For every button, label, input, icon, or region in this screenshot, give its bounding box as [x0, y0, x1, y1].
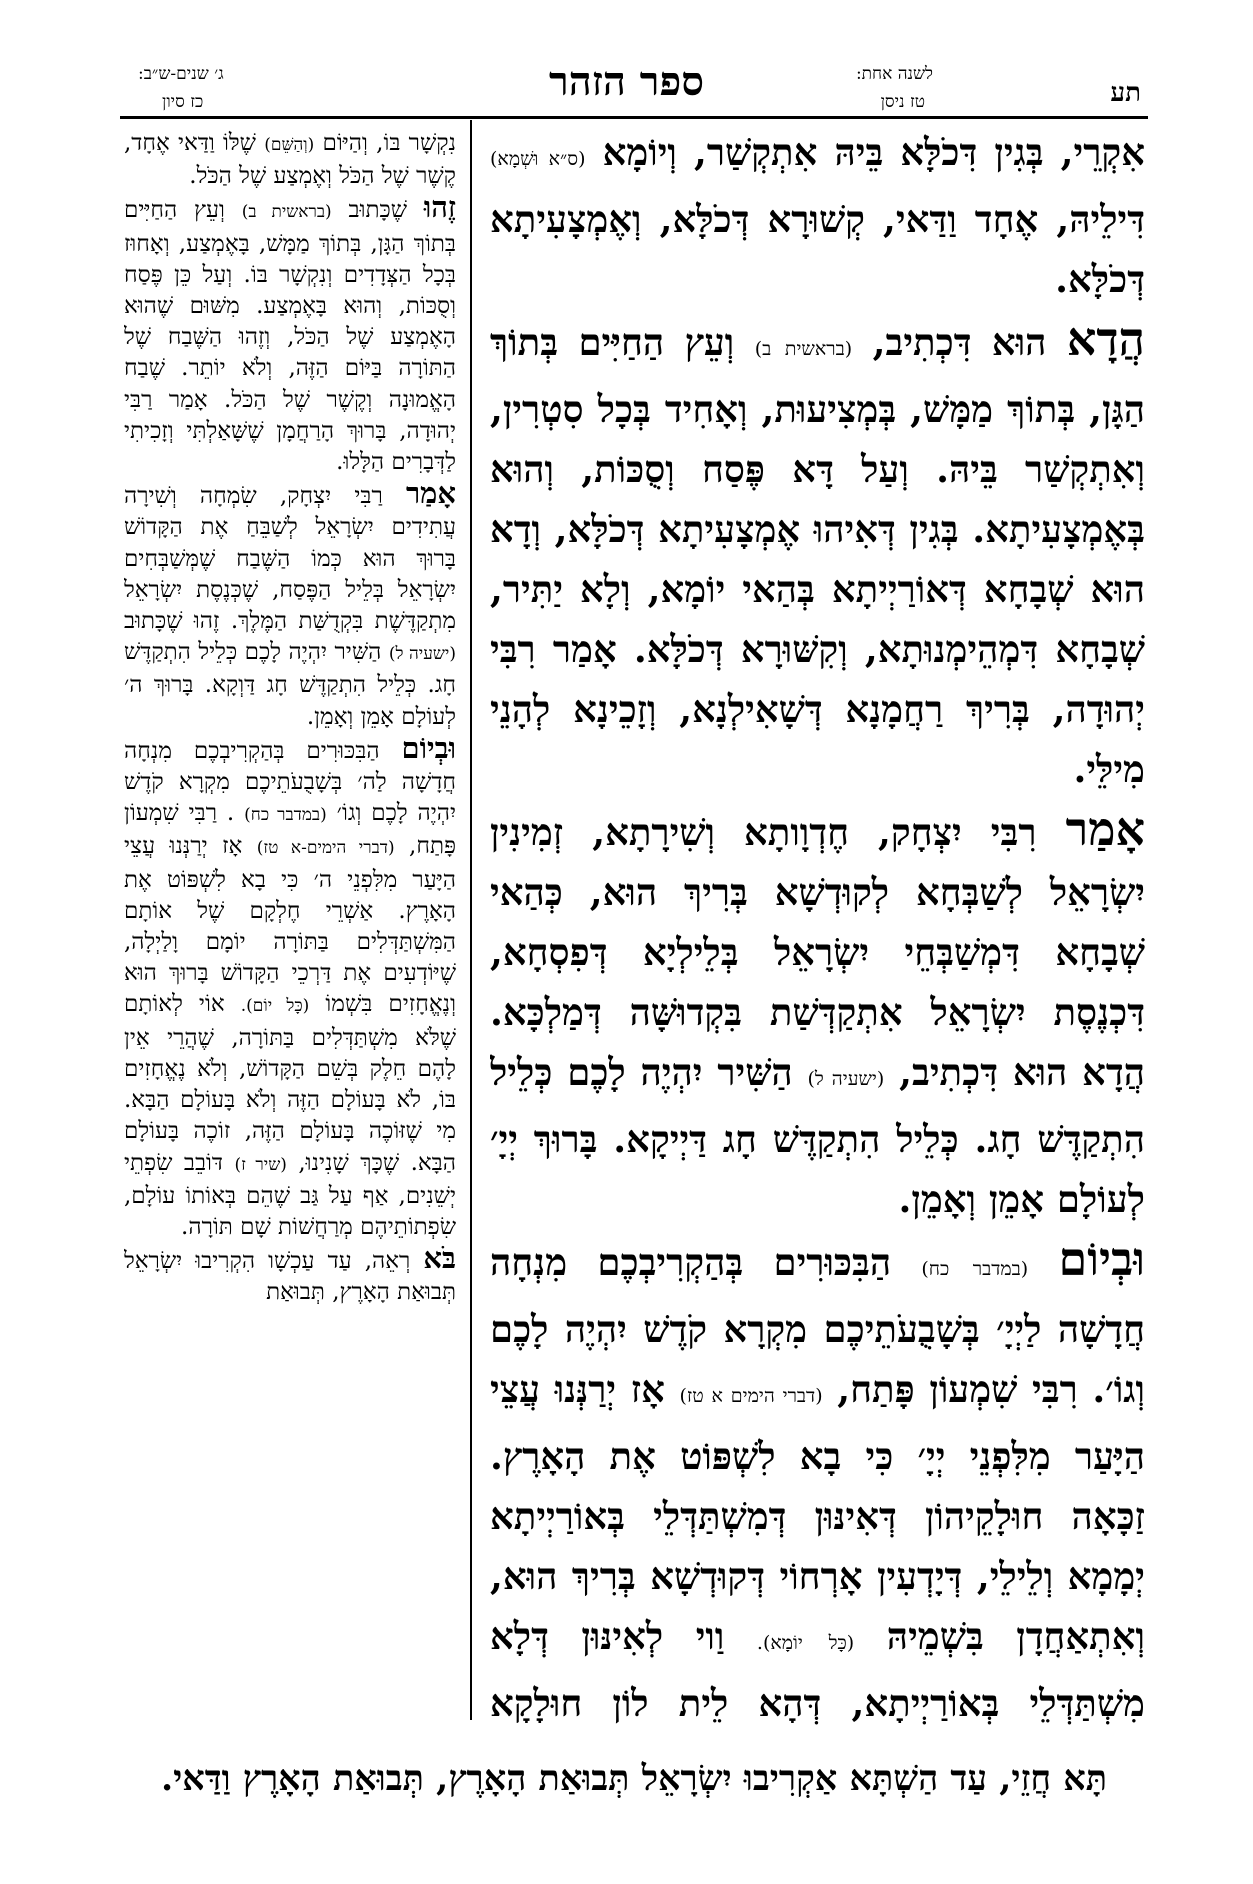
side-p4-text-c: אָז יְרַנְּנוּ עֲצֵי הַיָּעַר מִלִּפְנֵי ה׳ כִּי בָא לִשְׁפּוֹט אֶת הָאָרֶץ. אַשְׁרֵי חֶלְקָם שֶׁל אוֹתָם הַמִּשְׁתַּדְּלִים בַּתּוֹרָה יוֹמָם וָלַיְלָה, שֶׁיּוֹדְעִים אֶת דַּרְכֵי הַקָּדוֹשׁ בָּרוּךְ הוּא וְנֶאֱחָזִים בִּשְׁמוֹ — [124, 833, 456, 1018]
main-p4-ref-2: (דברי הימים א טז) — [679, 1385, 823, 1407]
main-p2-text-b: וְעֵץ הַחַיִּים בְּתוֹךְ הַגָּן, בְּתוֹךְ מַמָּשׁ, בְּמְצִיעוּת, וְאָחִיד בְּכָל סִטְרִין, וְאִתְקְשַׁר בֵּיהּ. וְעַל דָּא פֶּסַח וְסֻכּוֹת, וְהוּא בְּאֶמְצָעִיתָא. בְּגִין דְּאִיהוּ אֶמְצָעִיתָא דְּכֹלָּא, וְדָא הוּא שְׁבָחָא דְּאוֹרַיְיתָא בְּהַאי יוֹמָא, וְלָא יַתִּיר, שְׁבָחָא דִּמְהֵימְנוּתָא, וְקִשּׁוּרָא דְּכֹלָּא. אָמַר רִבִּי יְהוּדָה, בְּרִיךְ רַחֲמָנָא דְּשָׁאִילְנָא, וְזָכֵינָא לְהָנֵי מִילֵּי. — [490, 320, 1145, 791]
main-p2-text-a: הוּא דִּכְתִיב, — [872, 320, 1047, 364]
main-p4-first-word: וּבְיוֹם — [1058, 1232, 1145, 1286]
main-paragraph-3 — [490, 799, 1145, 1229]
side-p4-ref-4: (שיר ז) — [234, 1154, 287, 1175]
page-header — [0, 58, 1253, 112]
catchword-footer: תָּא חֲזֵי, עַד הַשְׁתָּא אַקְרִיבוּ יִשְׂרָאֵל תְּבוּאַת הָאָרֶץ, תְּבוּאַת הָאָרֶץ וַדַּאי. — [160, 1758, 1108, 1799]
side-p4-text-e: דּוֹבֵב שִׂפְתֵי יְשֵׁנִים, אַף עַל גַּב שֶׁהֵם בְּאוֹתוֹ עוֹלָם, שִׂפְתוֹתֵיהֶם מְרַחֲשׁוֹת שָׁם תּוֹרָה. — [124, 1149, 456, 1240]
main-p2-ref: (בראשית ב) — [754, 338, 853, 360]
page-number: תע — [1110, 78, 1141, 108]
aramaic-main-column — [490, 122, 1145, 1732]
side-p2-text-b: וְעֵץ הַחַיִּים בְּתוֹךְ הַגָּן, בְּתוֹךְ מַמָּשׁ, בָּאֶמְצַע, וְאָחוּז בְּכָל הַצְּדָדִים וְנִקְשָׁר בּוֹ. וְעַל כֵּן פֶּסַח וְסֻכּוֹת, וְהוּא בָּאֶמְצַע. מִשּׁוּם שֶׁהוּא הָאֶמְצַע שֶׁל הַכֹּל, וְזֶהוּ הַשֶּׁבַח שֶׁל הַתּוֹרָה בַּיּוֹם הַזֶּה, וְלֹא יוֹתֵר. שֶׁבַח הָאֱמוּנָה וְקֶשֶׁר שֶׁל הַכֹּל. אָמַר רַבִּי יְהוּדָה, בָּרוּךְ הָרַחֲמָן שֶׁשָּׁאַלְתִּי וְזָכִיתִי לַדְּבָרִים הַלָּלוּ. — [124, 197, 456, 476]
main-p2-first-word: הֲדָא — [1066, 312, 1145, 366]
side-p2-ref: (בראשית ב) — [241, 202, 332, 223]
main-p4-ref-1: (במדבר כח) — [921, 1258, 1029, 1280]
side-p4-text-a: הַבִּכּוּרִים בְּהַקְרִיבְכֶם מִנְחָה חֲדָשָׁה לַה׳ בְּשָׁבֻעֹתֵיכֶם מִקְרָא קֹדֶשׁ יִהְיֶה לָכֶם וְגוֹ׳ — [124, 737, 456, 827]
reading-schedule-year: לשנה אחת: — [855, 64, 933, 84]
side-p4-first-word: וּבְיוֹם — [401, 730, 456, 765]
main-p4-text-c: וַוי לְאִינּוּן דְּלָא מִשְׁתַּדְּלֵי בְּאוֹרַיְיתָא, דְּהָא לֵית לוֹן חוּלָקָא — [490, 1614, 1145, 1725]
side-p3-first-word: אָמַר — [405, 476, 456, 511]
side-p4-ref-3: (כָּל יוֹם). — [240, 996, 310, 1017]
main-p1-text: אִקְרֵי, בְּגִין דִּכֹלָּא בֵּיהּ אִתְקְשַׁר, וְיוֹמָא — [602, 130, 1145, 174]
alt-schedule-years: ג׳ שנים-ש״ב: — [138, 64, 224, 84]
header-rule — [120, 116, 1148, 119]
side-paragraph-3 — [124, 478, 456, 733]
main-p3-text-b: הַשִּׁיר יִהְיֶה לָכֶם כְּלֵיל הִתְקַדֶּשׁ חָג. כְּלֵיל הִתְקַדֶּשׁ חָג דַּיְיקָא. בָּרוּךְ יְיָ׳ לְעוֹלָם אָמֵן וְאָמֵן. — [490, 1050, 1145, 1221]
main-p4-ref-3: (כָּל יוֹמָא). — [756, 1632, 855, 1654]
side-p4-ref-2: (דברי הימים-א טז) — [256, 838, 395, 859]
book-title: ספר הזהר — [549, 58, 704, 105]
side-p4-text-b: . רַבִּי שִׁמְעוֹן פָּתַח, — [124, 800, 456, 860]
reading-schedule-date: טז ניסן — [880, 92, 925, 112]
column-divider — [470, 120, 472, 1720]
main-p4-text-a: הַבִּכּוּרִים בְּהַקְרִיבְכֶם מִנְחָה חֲדָשָׁה לַיְיָ׳ בְּשָׁבֻעֹתֵיכֶם מִקְרָא קֹדֶשׁ יִהְיֶה לָכֶם וְגוֹ׳. רִבִּי שִׁמְעוֹן פָּתַח, — [490, 1240, 1145, 1411]
side-p1-text-b: שֶׁלּוֹ וַדַּאי אֶחָד, קֶשֶׁר שֶׁל הַכֹּל וְאֶמְצַע שֶׁל הַכֹּל. — [124, 130, 456, 190]
side-paragraph-2 — [124, 192, 456, 478]
main-p3-first-word: אָמַר — [1065, 802, 1145, 856]
main-paragraph-2 — [490, 309, 1145, 799]
main-p4-text-b: אָז יְרַנְּנוּ עֲצֵי הַיָּעַר מִלִּפְנֵי יְיָ׳ כִּי בָא לִשְׁפּוֹט אֶת הָאָרֶץ. זַכָּאָה חוּלָקֵיהוֹן דְּאִינּוּן דְּמִשְׁתַּדְּלֵי בְּאוֹרַיְיתָא יְמָמָא וְלֵילֵי, דְּיָדְעִין אָרְחוֹי דְּקוּדְשָׁא בְּרִיךְ הוּא, וְאִתְאַחֲדָן בִּשְׁמֵיהּ — [490, 1367, 1145, 1658]
side-p4-text-d: אוֹי לְאוֹתָם שֶׁלֹּא מִשְׁתַּדְּלִים בַּתּוֹרָה, שֶׁהֲרֵי אֵין לָהֶם חֵלֶק בְּשֵׁם הַקָּדוֹשׁ, וְלֹא נֶאֱחָזִים בּוֹ, לֹא בָּעוֹלָם הַזֶּה וְלֹא בָּעוֹלָם הַבָּא. מִי שֶׁזּוֹכֶה בָּעוֹלָם הַזֶּה, זוֹכֶה בָּעוֹלָם הַבָּא. שֶׁכָּךְ שָׁנִינוּ, — [124, 991, 456, 1176]
side-p2-first-word: זֶהוּ — [423, 190, 456, 225]
side-p2-text-a: שֶׁכָּתוּב — [348, 197, 408, 224]
main-paragraph-4 — [490, 1229, 1145, 1732]
hebrew-translation-column — [124, 128, 456, 1728]
main-p3-text-a: רִבִּי יִצְחָק, חֶדְוָותָא וְשִׁירָתָא, זְמִינִין יִשְׂרָאֵל לְשַׁבְּחָא לְקוּדְשָׁא בְּרִיךְ הוּא, כְּהַאי שְׁבָחָא דִּמְשַׁבְּחֵי יִשְׂרָאֵל בְּלֵילְיָא דְּפִסְחָא, דִּכְנֶסֶת יִשְׂרָאֵל אִתְקַדְּשַׁת בִּקְדוּשָּׁה דְּמַלְכָּא. הֲדָא הוּא דִּכְתִיב, — [490, 810, 1145, 1094]
side-p3-text-b: הַשִּׁיר יִהְיֶה לָכֶם כְּלֵיל הִתְקַדֶּשׁ חָג. כְּלֵיל הִתְקַדֶּשׁ חָג דַּוְקָא. בָּרוּךְ ה׳ לְעוֹלָם אָמֵן וְאָמֵן. — [124, 639, 456, 730]
side-p3-ref: (ישעיה ל) — [388, 644, 456, 665]
side-p1-text-a: נִקְשָׁר בּוֹ, וְהַיּוֹם — [322, 130, 456, 156]
side-p1-ref: (וְהַשֵּׁם) — [264, 135, 315, 155]
alt-schedule-date: כז סיון — [162, 92, 204, 112]
side-p5-text-a: רְאֵה, עַד עַכְשָׁו הִקְרִיבוּ יִשְׂרָאֵל תְּבוּאַת הָאָרֶץ, תְּבוּאַת — [124, 1248, 456, 1306]
main-p3-ref: (ישעיה ל) — [807, 1068, 885, 1090]
main-paragraph-1 — [490, 122, 1145, 309]
side-paragraph-4 — [124, 730, 456, 1243]
main-p1-ref: (ס״א וּשְׁמָא) — [490, 148, 586, 170]
main-p1-text2: דִּילֵיהּ, אֶחָד וַדַּאי, קְשׁוּרָא דְּכֹלָּא, וְאֶמְצָעִיתָא דְּכֹלָּא. — [490, 197, 1145, 301]
side-p3-text-a: רַבִּי יִצְחָק, שִׂמְחָה וְשִׁירָה עֲתִידִים יִשְׂרָאֵל לְשַׁבֵּחַ אֶת הַקָּדוֹשׁ בָּרוּךְ הוּא כְּמוֹ הַשֶּׁבַח שֶׁמְּשַׁבְּחִים יִשְׂרָאֵל בְּלֵיל הַפֶּסַח, שֶׁכְּנֶסֶת יִשְׂרָאֵל מִתְקַדֶּשֶׁת בִּקְדֻשַּׁת הַמֶּלֶךְ. זֶהוּ שֶׁכָּתוּב — [124, 483, 456, 635]
side-p5-first-word: בֹּא — [423, 1241, 456, 1276]
side-paragraph-1 — [124, 128, 456, 192]
side-paragraph-5 — [124, 1243, 456, 1308]
side-p4-ref-1: (במדבר כח) — [244, 805, 327, 826]
